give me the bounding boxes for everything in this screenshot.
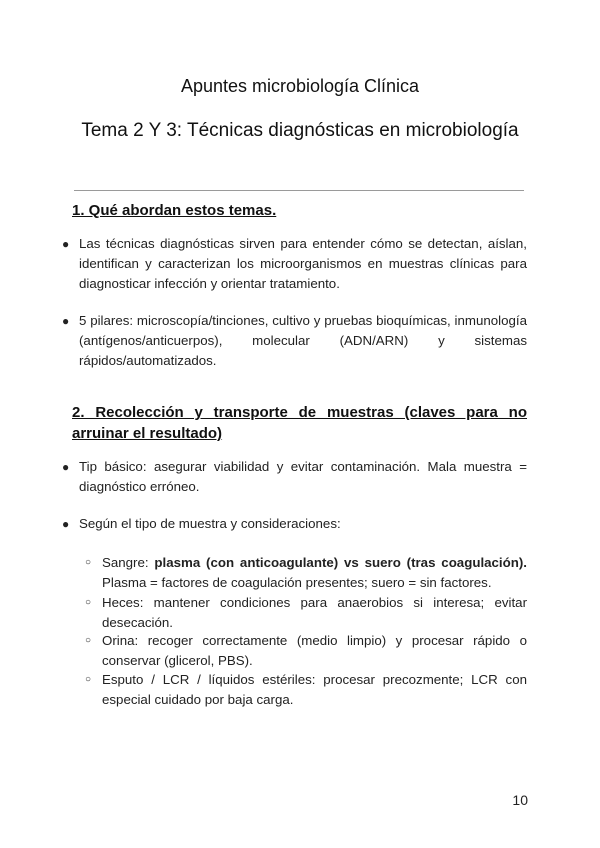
title-divider xyxy=(74,190,524,191)
sub-item-text: Orina: recoger correctamente (medio limpio) y procesar rápido o conservar (glicerol, PBS). xyxy=(102,633,527,668)
list-item-text: 5 pilares: microscopía/tinciones, cultivo y pruebas bioquímicas, inmunología (antígenos/anticuerpos), molecular (ADN/ARN) y sistemas rápidos/automatizados. xyxy=(79,313,527,368)
bullet-icon: ● xyxy=(62,314,70,328)
sub-item-prefix: Sangre: xyxy=(102,555,155,570)
list-item-text: Las técnicas diagnósticas sirven para entender cómo se detectan, aíslan, identifican y caracterizan los microorganismos en muestras clínicas para diagnosticar infección y orientar tratamiento. xyxy=(79,236,527,291)
sub-list-item-sangre xyxy=(85,553,527,593)
circle-bullet-icon: ○ xyxy=(85,635,92,646)
list-item-text: Tip básico: asegurar viabilidad y evitar contaminación. Mala muestra = diagnóstico erróneo. xyxy=(79,459,527,494)
sub-item-rest: Plasma = factores de coagulación presentes; suero = sin factores. xyxy=(102,575,492,590)
sub-item-text: Heces: mantener condiciones para anaerobios si interesa; evitar desecación. xyxy=(102,595,527,630)
list-item-text: Según el tipo de muestra y consideraciones: xyxy=(79,516,341,531)
list-item xyxy=(62,457,527,497)
page-number: 10 xyxy=(512,792,528,808)
sub-list-item-orina xyxy=(85,631,527,671)
sub-list-item-heces xyxy=(85,593,527,633)
sub-item-bold-text: plasma (con anticoagulante) vs suero (tras coagulación). xyxy=(154,555,527,570)
sub-list-item-esputo xyxy=(85,670,527,710)
circle-bullet-icon: ○ xyxy=(85,674,92,685)
document-subtitle: Tema 2 Y 3: Técnicas diagnósticas en microbiología xyxy=(81,120,519,141)
sub-item-text: Esputo / LCR / líquidos estériles: procesar precozmente; LCR con especial cuidado por baja carga. xyxy=(102,672,527,707)
circle-bullet-icon: ○ xyxy=(85,557,92,568)
bullet-icon: ● xyxy=(62,517,70,531)
section-heading-2: 2. Recolección y transporte de muestras (claves para no arruinar el resultado) xyxy=(72,404,527,442)
list-item xyxy=(62,311,527,371)
bullet-icon: ● xyxy=(62,460,70,474)
list-item xyxy=(62,234,527,294)
list-item xyxy=(62,514,527,534)
bullet-icon: ● xyxy=(62,237,70,251)
section-heading-1: 1. Qué abordan estos temas. xyxy=(72,202,277,219)
circle-bullet-icon: ○ xyxy=(85,597,92,608)
document-title: Apuntes microbiología Clínica xyxy=(180,76,420,96)
